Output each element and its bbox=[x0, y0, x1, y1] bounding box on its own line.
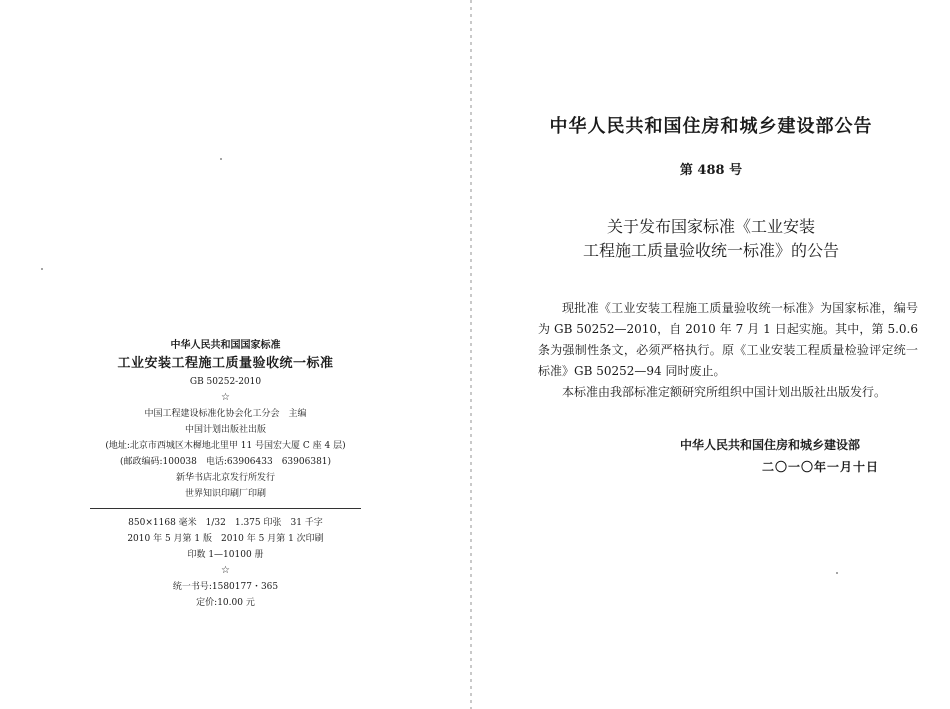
scan-speck bbox=[836, 572, 838, 574]
announcement-body bbox=[538, 298, 918, 403]
imprint-code: GB 50252-2010 bbox=[189, 377, 262, 387]
right-page bbox=[472, 0, 950, 709]
heading-line-1: 关于发布国家标准《工业安装 bbox=[606, 217, 815, 236]
announcement-heading bbox=[472, 215, 950, 263]
imprint-editor: 中国工程建设标准化协会化工分会 主编 bbox=[144, 409, 307, 419]
signature-organization: 中华人民共和国住房和城乡建设部 bbox=[680, 438, 861, 452]
imprint-print-run: 印数 1—10100 册 bbox=[187, 550, 264, 560]
heading-line-2: 工程施工质量验收统一标准》的公告 bbox=[582, 241, 839, 260]
signature-date: 二〇一〇年一月十日 bbox=[762, 460, 880, 474]
imprint-book-number: 统一书号:1580177・365 bbox=[172, 582, 279, 592]
imprint-price: 定价:10.00 元 bbox=[196, 598, 255, 608]
imprint-format: 850×1168 毫米 1/32 1.375 印张 31 千字 bbox=[128, 518, 323, 528]
copyright-imprint bbox=[98, 338, 353, 611]
imprint-divider bbox=[90, 508, 361, 509]
body-paragraph-1: 现批准《工业安装工程施工质量验收统一标准》为国家标准，编号为 GB 50252—2010，自 2010 年 7 月 1 日起实施。其中，第 5.0.6条为强制性条文，必须严格执行。原《工业安装工程质量检验评定统一标准》GB 50252—94 同时废止。 bbox=[538, 301, 918, 378]
imprint-address: (地址:北京市西城区木樨地北里甲 11 号国宏大厦 C 座 4 层) bbox=[105, 441, 346, 451]
scan-speck bbox=[41, 268, 43, 270]
imprint-title: 工业安装工程施工质量验收统一标准 bbox=[117, 356, 334, 371]
star-icon: ☆ bbox=[221, 565, 230, 576]
announcement-number: 第 488 号 bbox=[679, 163, 743, 178]
body-paragraph-2: 本标准由我部标准定额研究所组织中国计划出版社出版发行。 bbox=[562, 385, 887, 399]
imprint-series: 中华人民共和国国家标准 bbox=[170, 340, 281, 351]
imprint-publisher: 中国计划出版社出版 bbox=[184, 425, 266, 435]
scan-speck bbox=[220, 158, 222, 160]
imprint-edition: 2010 年 5 月第 1 版 2010 年 5 月第 1 次印刷 bbox=[127, 534, 324, 544]
left-page bbox=[0, 0, 470, 709]
imprint-printer: 世界知识印刷厂印刷 bbox=[184, 489, 266, 499]
imprint-distributor: 新华书店北京发行所发行 bbox=[175, 473, 275, 483]
imprint-postal-phone: (邮政编码:100038 电话:63906433 63906381) bbox=[119, 457, 332, 467]
star-icon: ☆ bbox=[221, 392, 230, 403]
announcement-title: 中华人民共和国住房和城乡建设部公告 bbox=[549, 116, 873, 137]
